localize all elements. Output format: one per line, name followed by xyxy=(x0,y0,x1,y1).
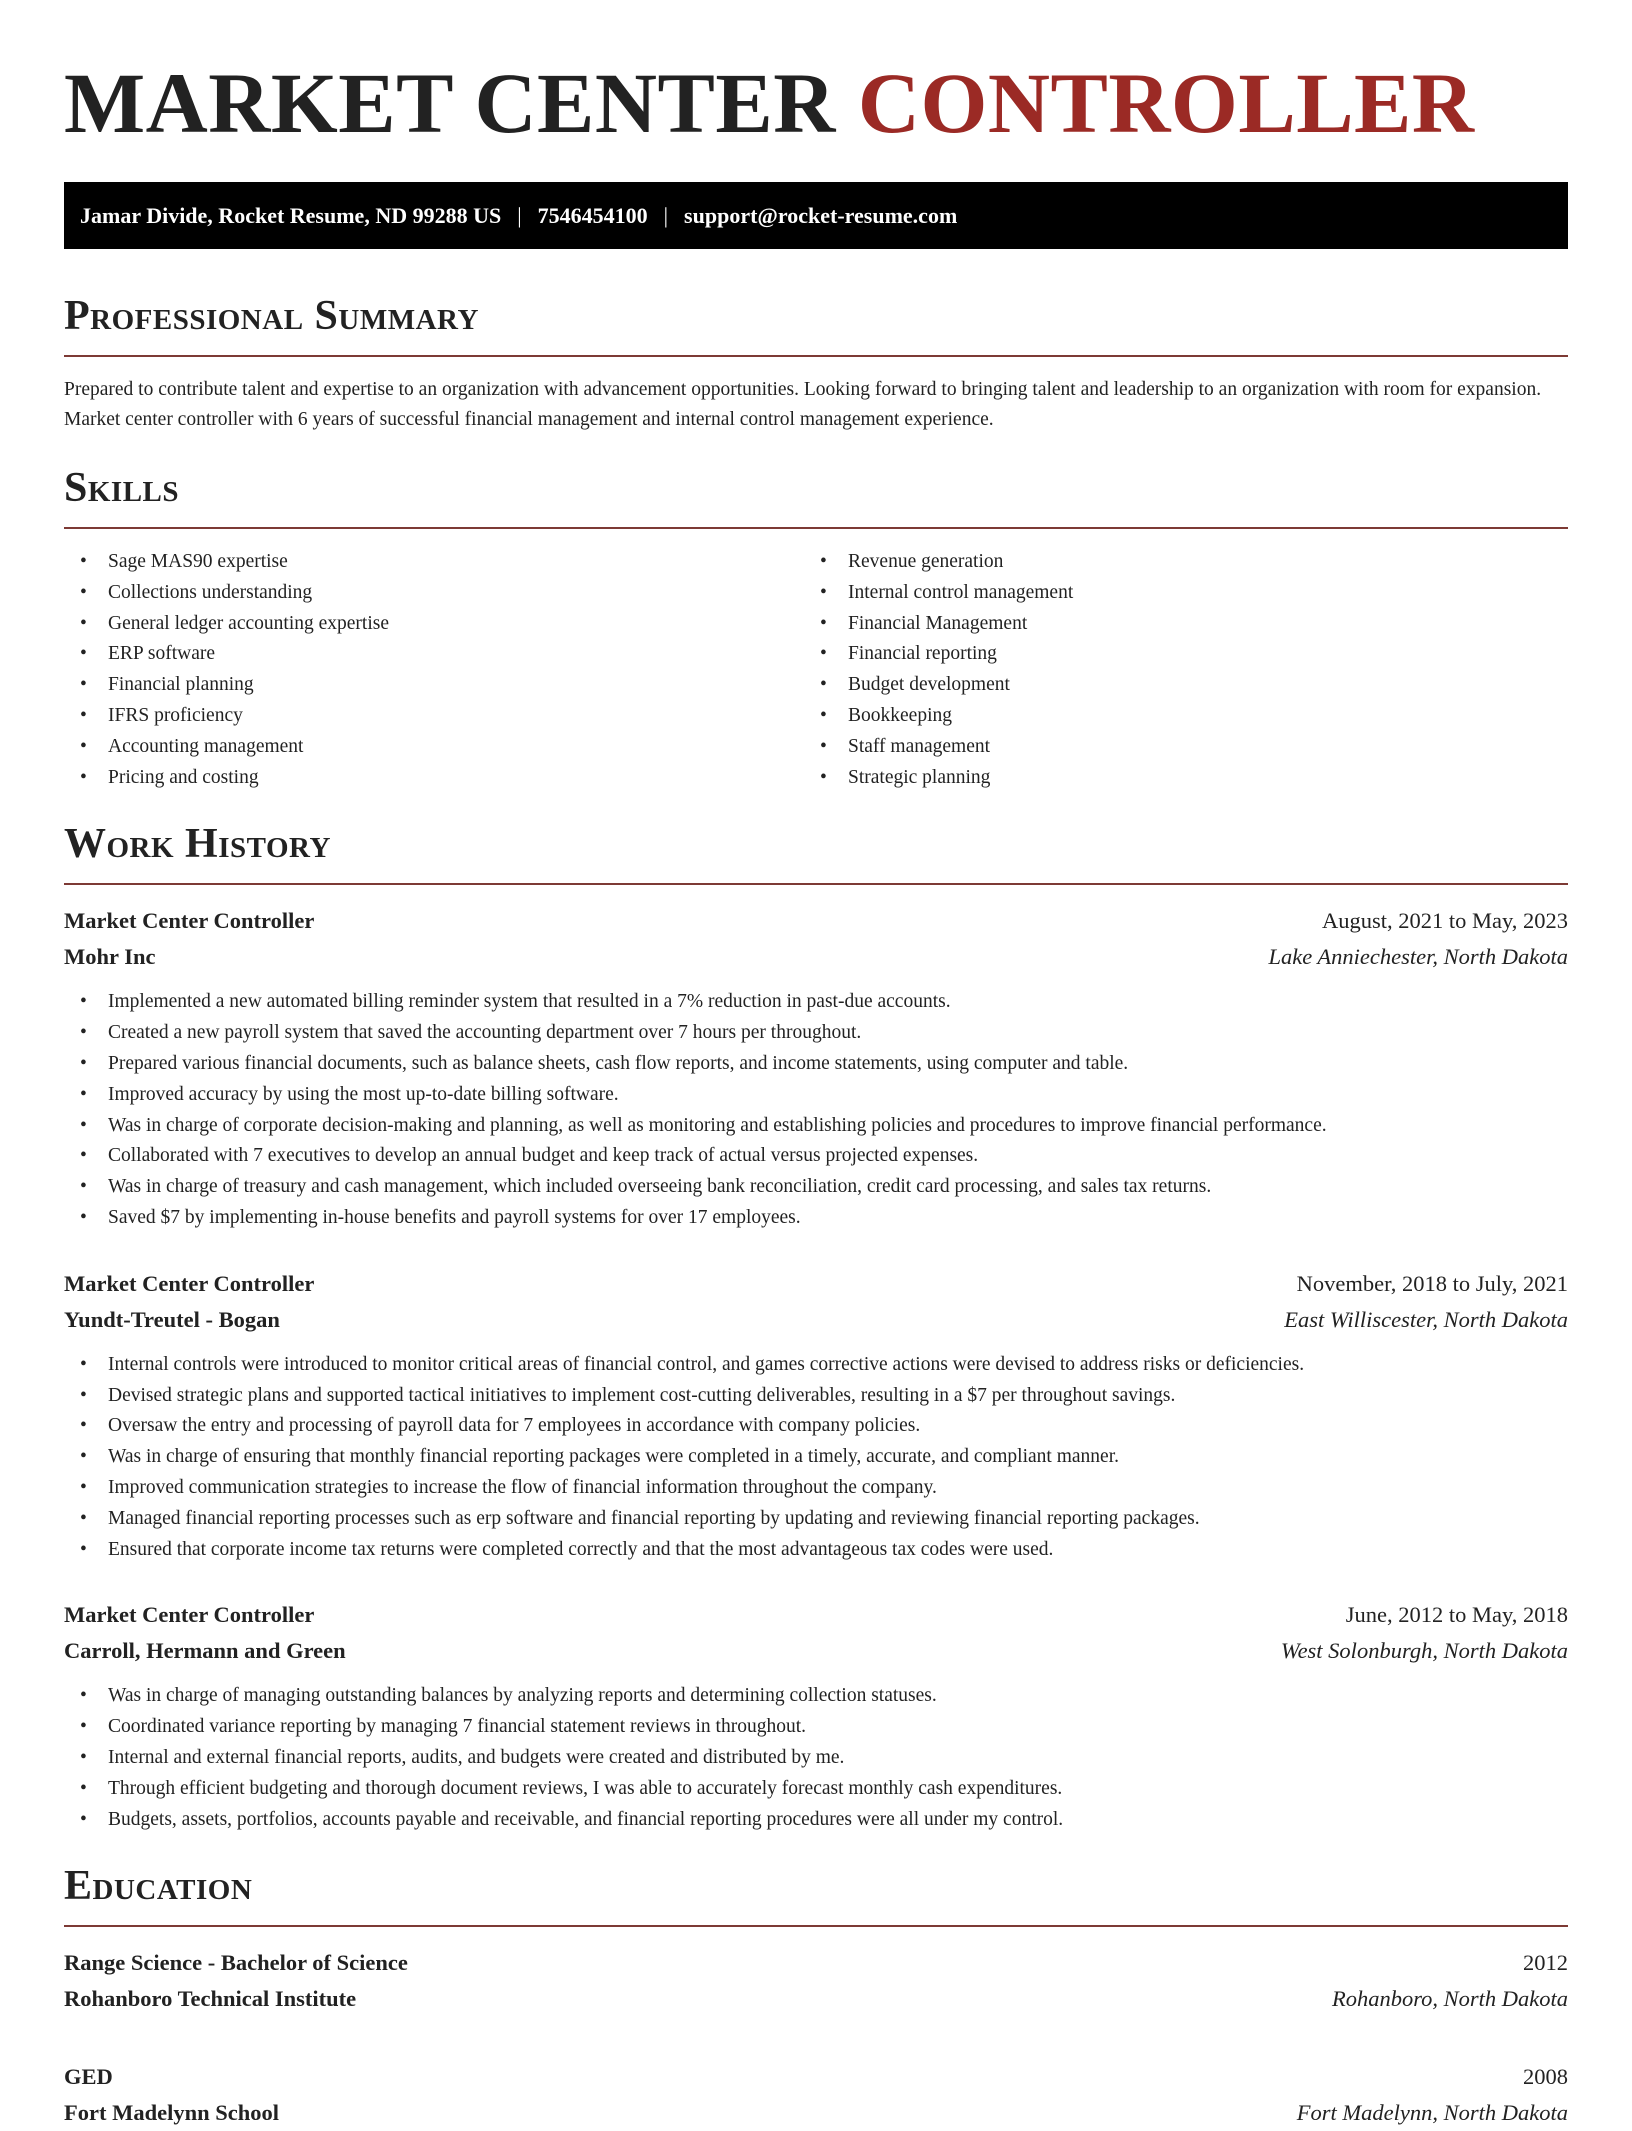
section-divider xyxy=(64,355,1568,357)
job-dates: November, 2018 to July, 2021 xyxy=(1296,1270,1568,1296)
summary-section xyxy=(64,291,1568,435)
job-company: Yundt-Treutel - Bogan xyxy=(64,1306,280,1332)
job-bullets xyxy=(64,987,1568,1233)
skill-item: • Strategic planning xyxy=(804,763,1544,794)
skill-item: • Budget development xyxy=(804,670,1544,701)
skill-item: • Financial planning xyxy=(64,670,804,701)
job-bullets xyxy=(64,1350,1568,1566)
job-title: Market Center Controller xyxy=(64,1602,315,1628)
skill-item: • Collections understanding xyxy=(64,578,804,609)
job-company: Mohr Inc xyxy=(64,944,156,970)
job-entry xyxy=(64,1266,1568,1566)
job-location: Lake Anniechester, North Dakota xyxy=(1268,944,1568,970)
job-bullet: • Was in charge of corporate decision-making and planning, as well as monitoring and establishing policies and procedures to improve financial performance. xyxy=(64,1111,1568,1142)
skills-section xyxy=(64,463,1568,793)
work-history-section xyxy=(64,819,1568,1835)
education-section xyxy=(64,1861,1568,2131)
skill-item: • Internal control management xyxy=(804,578,1544,609)
job-bullet: • Through efficient budgeting and thorough document reviews, I was able to accurately forecast monthly cash expenditures. xyxy=(64,1774,1568,1805)
job-dates: August, 2021 to May, 2023 xyxy=(1321,908,1568,934)
job-title: Market Center Controller xyxy=(64,908,315,934)
section-divider xyxy=(64,527,1568,529)
skill-item: • Staff management xyxy=(804,732,1544,763)
job-bullet: • Was in charge of ensuring that monthly financial reporting packages were completed in a timely, accurate, and compliant manner. xyxy=(64,1442,1568,1473)
job-bullet: • Internal and external financial reports, audits, and budgets were created and distributed by me. xyxy=(64,1743,1568,1774)
job-location: East Williscester, North Dakota xyxy=(1284,1306,1568,1332)
job-bullet: • Was in charge of treasury and cash management, which included overseeing bank reconciliation, credit card processing, and sales tax returns. xyxy=(64,1172,1568,1203)
section-divider xyxy=(64,883,1568,885)
contact-phone: 7546454100 xyxy=(537,202,648,228)
skill-item: • Accounting management xyxy=(64,732,804,763)
job-bullet: • Managed financial reporting processes such as erp software and financial reporting by updating and reviewing financial reporting packages. xyxy=(64,1504,1568,1535)
job-dates: June, 2012 to May, 2018 xyxy=(1345,1602,1568,1628)
skill-item: • Pricing and costing xyxy=(64,763,804,794)
page-title xyxy=(64,0,1568,156)
skills-list-right xyxy=(804,547,1544,793)
job-bullet: • Was in charge of managing outstanding balances by analyzing reports and determining collection statuses. xyxy=(64,1681,1568,1712)
education-degree: GED xyxy=(64,2064,113,2090)
skill-item: • Sage MAS90 expertise xyxy=(64,547,804,578)
job-bullet: • Collaborated with 7 executives to develop an annual budget and keep track of actual versus projected expenses. xyxy=(64,1141,1568,1172)
skill-item: • General ledger accounting expertise xyxy=(64,609,804,640)
job-bullet: • Coordinated variance reporting by managing 7 financial statement reviews in throughout. xyxy=(64,1712,1568,1743)
summary-text: Prepared to contribute talent and expertise to an organization with advancement opportunities. Looking forward to bringing talent and leadership to an organization with room for expansion. Market center controller with 6 years of successful financial management and internal control management experience. xyxy=(64,379,1542,430)
education-year: 2012 xyxy=(1523,1950,1568,1976)
contact-separator: | xyxy=(663,202,669,228)
job-bullet: • Improved accuracy by using the most up-to-date billing software. xyxy=(64,1080,1568,1111)
skill-item: • Revenue generation xyxy=(804,547,1544,578)
job-bullet: • Budgets, assets, portfolios, accounts payable and receivable, and financial reporting procedures were all under my control. xyxy=(64,1805,1568,1836)
education-year: 2008 xyxy=(1523,2064,1568,2090)
section-heading-skills: Skills xyxy=(64,465,180,511)
job-bullet: • Devised strategic plans and supported tactical initiatives to implement cost-cutting deliverables, resulting in a $7 per throughout savings. xyxy=(64,1381,1568,1412)
job-bullet: • Internal controls were introduced to monitor critical areas of financial control, and games corrective actions were devised to address risks or deficiencies. xyxy=(64,1350,1568,1381)
education-degree: Range Science - Bachelor of Science xyxy=(64,1950,408,1976)
education-location: Rohanboro, North Dakota xyxy=(1331,1986,1568,2012)
job-bullet: • Implemented a new automated billing reminder system that resulted in a 7% reduction in past-due accounts. xyxy=(64,987,1568,1018)
contact-bar xyxy=(64,182,1568,249)
job-entry xyxy=(64,903,1568,1233)
contact-email: support@rocket-resume.com xyxy=(684,202,958,228)
skills-list-left xyxy=(64,547,804,793)
job-bullet: • Saved $7 by implementing in-house benefits and payroll systems for over 17 employees. xyxy=(64,1203,1568,1234)
job-title: Market Center Controller xyxy=(64,1270,315,1296)
skill-item: • Financial Management xyxy=(804,609,1544,640)
skill-item: • ERP software xyxy=(64,639,804,670)
skill-item: • Financial reporting xyxy=(804,639,1544,670)
education-entry xyxy=(64,2059,1568,2131)
education-school: Rohanboro Technical Institute xyxy=(64,1986,357,2012)
title-main: MARKET CENTER xyxy=(64,55,836,151)
job-company: Carroll, Hermann and Green xyxy=(64,1638,346,1664)
job-bullet: • Prepared various financial documents, such as balance sheets, cash flow reports, and income statements, using computer and table. xyxy=(64,1049,1568,1080)
skill-item: • IFRS proficiency xyxy=(64,701,804,732)
job-bullet: • Improved communication strategies to increase the flow of financial information throughout the company. xyxy=(64,1473,1568,1504)
contact-address: Jamar Divide, Rocket Resume, ND 99288 US xyxy=(80,202,502,228)
section-heading-summary: Professional Summary xyxy=(64,293,479,339)
education-entry xyxy=(64,1945,1568,2017)
job-entry xyxy=(64,1597,1568,1835)
job-bullet: • Oversaw the entry and processing of payroll data for 7 employees in accordance with company policies. xyxy=(64,1411,1568,1442)
job-bullets xyxy=(64,1681,1568,1835)
job-bullet: • Created a new payroll system that saved the accounting department over 7 hours per throughout. xyxy=(64,1018,1568,1049)
education-location: Fort Madelynn, North Dakota xyxy=(1296,2100,1568,2126)
section-heading-education: Education xyxy=(64,1863,253,1910)
title-accent: CONTROLLER xyxy=(857,55,1475,151)
job-bullet: • Ensured that corporate income tax returns were completed correctly and that the most advantageous tax codes were used. xyxy=(64,1535,1568,1566)
skills-grid xyxy=(64,547,1568,793)
section-divider xyxy=(64,1925,1568,1927)
education-school: Fort Madelynn School xyxy=(64,2100,280,2126)
contact-separator: | xyxy=(517,202,522,228)
skill-item: • Bookkeeping xyxy=(804,701,1544,732)
job-location: West Solonburgh, North Dakota xyxy=(1280,1638,1568,1664)
section-heading-work-history: Work History xyxy=(64,821,331,868)
